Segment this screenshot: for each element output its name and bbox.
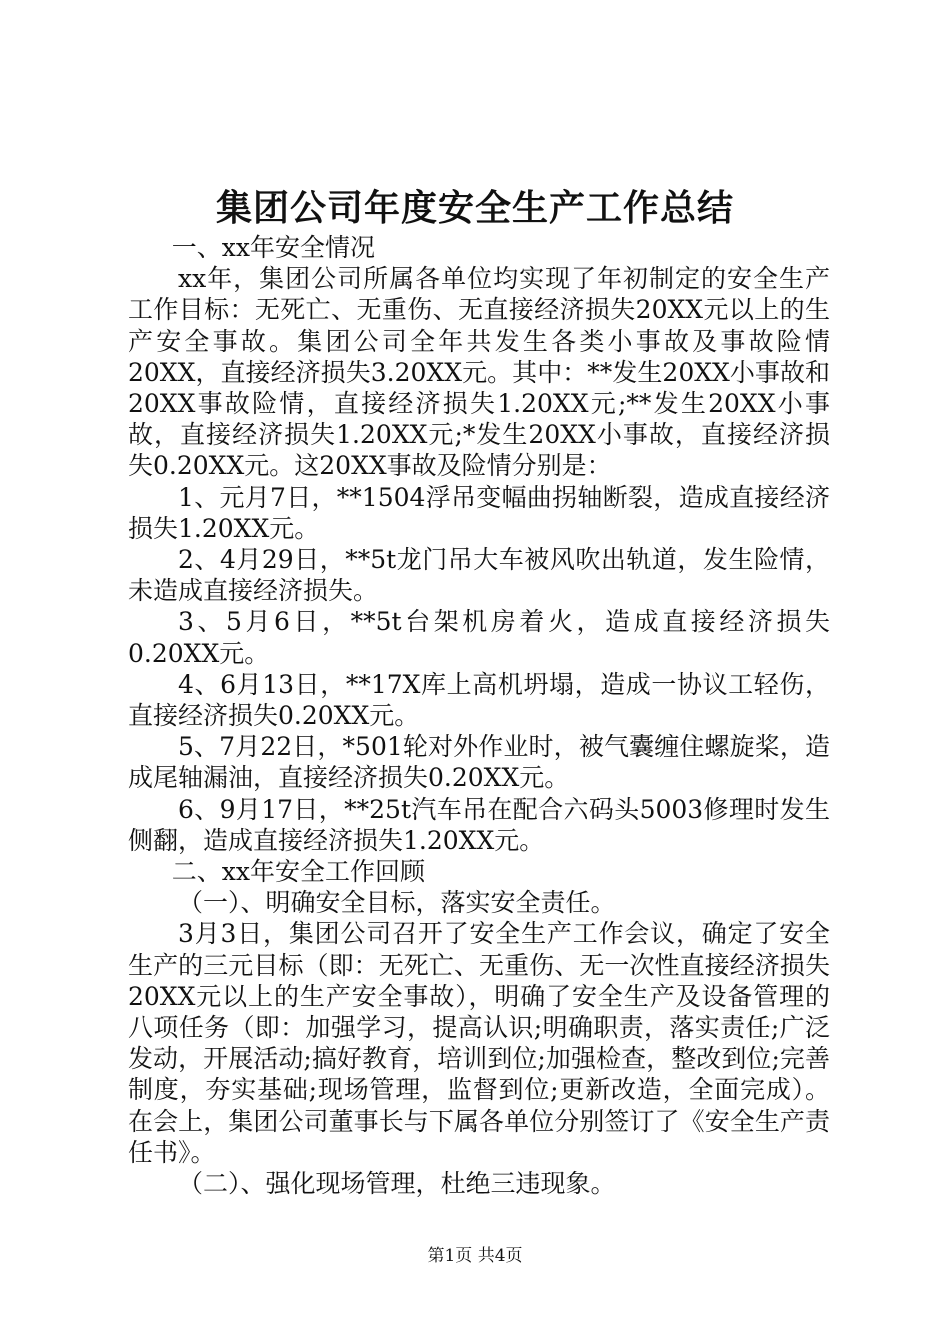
section-heading-1: 一、xx年安全情况: [171, 233, 375, 262]
incident-item-5: 5、7月22日，*501轮对外作业时，被气囊缠住螺旋桨，造成尾轴漏油，直接经济损失0.20XX元。: [128, 732, 830, 793]
incident-item-6: 6、9月17日，**25t汽车吊在配合六码头5003修理时发生侧翻，造成直接经济损失1.20XX元。: [128, 794, 830, 855]
page-number-footer: 第1页 共4页: [427, 1246, 523, 1266]
document-body: [128, 232, 830, 1199]
subsection-heading-2: （二）、强化现场管理，杜绝三违现象。: [178, 1169, 616, 1199]
incident-item-1: 1、元月7日，**1504浮吊变幅曲拐轴断裂，造成直接经济损失1.20XX元。: [128, 482, 830, 543]
section-heading-2: 二、xx年安全工作回顾: [171, 857, 425, 887]
subsection-heading-1: （一）、明确安全目标，落实安全责任。: [178, 888, 616, 918]
document-title: 集团公司年度安全生产工作总结: [215, 188, 734, 229]
paragraph-summary: xx年，集团公司所属各单位均实现了年初制定的安全生产工作目标：无死亡、无重伤、无直接经济损失20XX元以上的生产安全事故。集团公司全年共发生各类小事故及事故险情20XX，直接经济损失3.20XX元。其中：**发生20XX小事故和20XX事故险情，直接经济损失1.20XX元;**发生20XX小事故，直接经济损失1.20XX元;*发生20XX小事故，直接经济损失0.20XX元。这20XX事故及险情分别是：: [128, 264, 830, 481]
incident-item-2: 2、4月29日，**5t龙门吊大车被风吹出轨道，发生险情，未造成直接经济损失。: [128, 545, 830, 606]
incident-item-3: 3、5月6日，**5t台架机房着火，造成直接经济损失0.20XX元。: [128, 607, 830, 668]
paragraph-meeting: 3月3日，集团公司召开了安全生产工作会议，确定了安全生产的三元目标（即：无死亡、无重伤、无一次性直接经济损失20XX元以上的生产安全事故），明确了安全生产及设备管理的八项任务（即：加强学习，提高认识;明确职责，落实责任;广泛发动，开展活动;搞好教育，培训到位;加强检查，整改到位;完善制度，夯实基础;现场管理，监督到位;更新改造，全面完成）。在会上，集团公司董事长与下属各单位分别签订了《安全生产责任书》。: [128, 919, 830, 1167]
incident-item-4: 4、6月13日，**17X库上高机坍塌，造成一协议工轻伤，直接经济损失0.20XX元。: [128, 669, 830, 731]
